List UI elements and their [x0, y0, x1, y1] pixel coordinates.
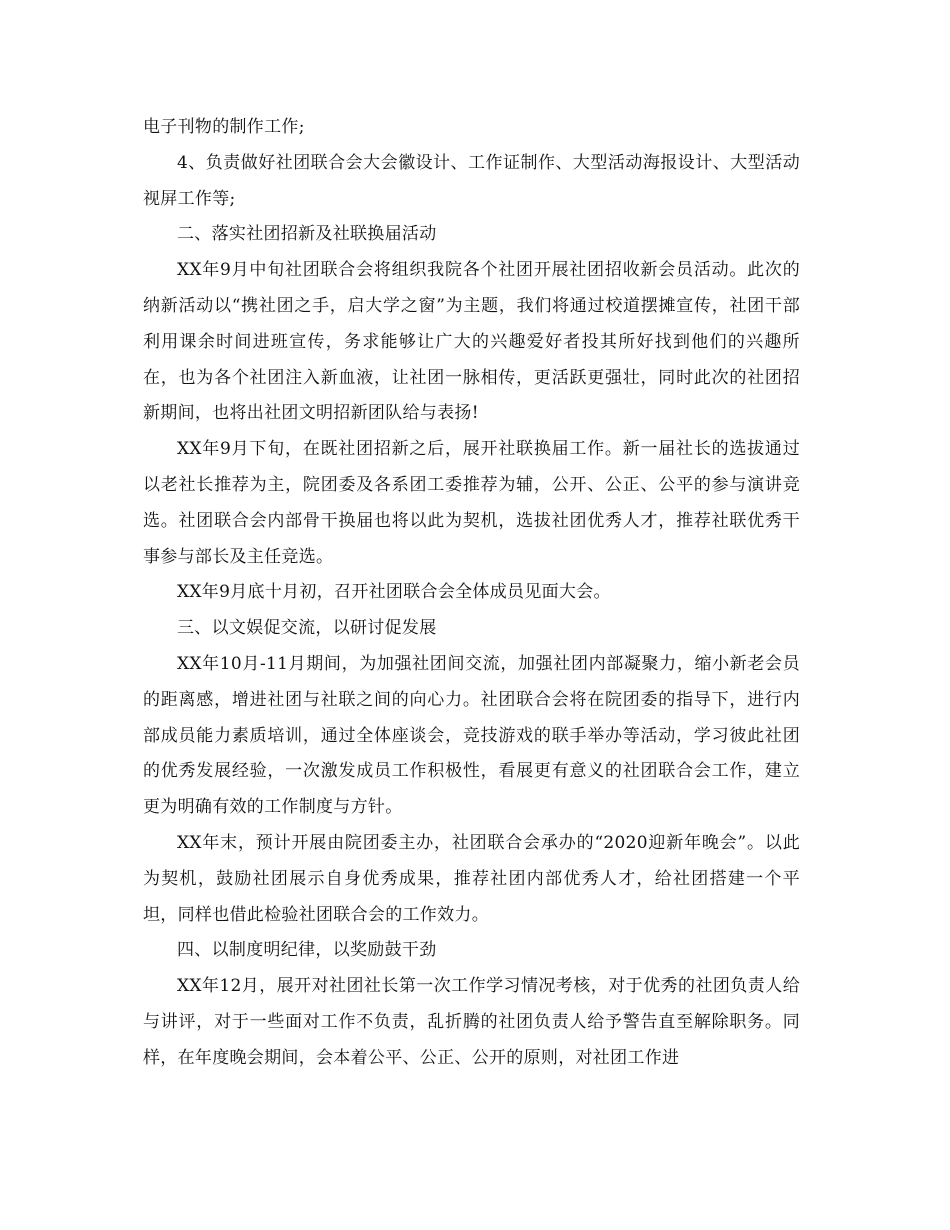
- section-heading-2: 二、落实社团招新及社联换届活动: [177, 224, 437, 245]
- paragraph-item-4: 4、负责做好社团联合会大会徽设计、工作证制作、大型活动海报设计、大型活动视屏工作等;: [143, 152, 800, 209]
- paragraph-continuation: 电子刊物的制作工作;: [143, 117, 305, 137]
- section-heading-4: 四、以制度明纪律，以奖励鼓干劲: [177, 940, 437, 961]
- paragraph-exchange: XX年10月-11月期间，为加强社团间交流，加强社团内部凝聚力，缩小新老会员的距离感，增进社团与社联之间的向心力。社团联合会将在院团委的指导下，进行内部成员能力素质培训，通过全体座谈会，竞技游戏的联手举办等活动，学习彼此社团的优秀发展经验，一次激发成员工作积极性，看展更有意义的社团联合会工作，建立更为明确有效的工作制度与方针。: [143, 653, 800, 818]
- document-body: [143, 110, 800, 1077]
- paragraph-election: XX年9月下旬，在既社团招新之后，展开社联换届工作。新一届社长的选拔通过以老社长推荐为主，院团委及各系团工委推荐为辅，公开、公正、公平的参与演讲竞选。社团联合会内部骨干换届也将以此为契机，选拔社团优秀人才，推荐社联优秀干事参与部长及主任竞选。: [143, 439, 800, 567]
- section-heading-3: 三、以文娱促交流，以研讨促发展: [177, 618, 437, 639]
- paragraph-meeting: XX年9月底十月初，召开社团联合会全体成员见面大会。: [177, 582, 611, 603]
- paragraph-recruitment: XX年9月中旬社团联合会将组织我院各个社团开展社团招收新会员活动。此次的纳新活动以“携社团之手，启大学之窗”为主题，我们将通过校道摆摊宣传，社团干部利用课余时间进班宣传，务求能够让广大的兴趣爱好者投其所好找到他们的兴趣所在，也为各个社团注入新血液，让社团一脉相传，更活跃更强壮，同时此次的社团招新期间，也将出社团文明招新团队给与表扬!: [143, 260, 800, 424]
- paragraph-assessment: XX年12月，展开对社团社长第一次工作学习情况考核，对于优秀的社团负责人给与讲评，对于一些面对工作不负责，乱折腾的社团负责人给予警告直至解除职务。同样，在年度晚会期间，会本着公平、公正、公开的原则，对社团工作进: [143, 976, 800, 1068]
- paragraph-new-year-gala: XX年末，预计开展由院团委主办，社团联合会承办的“2020迎新年晚会”。以此为契机，鼓励社团展示自身优秀成果，推荐社团内部优秀人才，给社团搭建一个平坦，同样也借此检验社团联合会的工作效力。: [143, 832, 800, 925]
